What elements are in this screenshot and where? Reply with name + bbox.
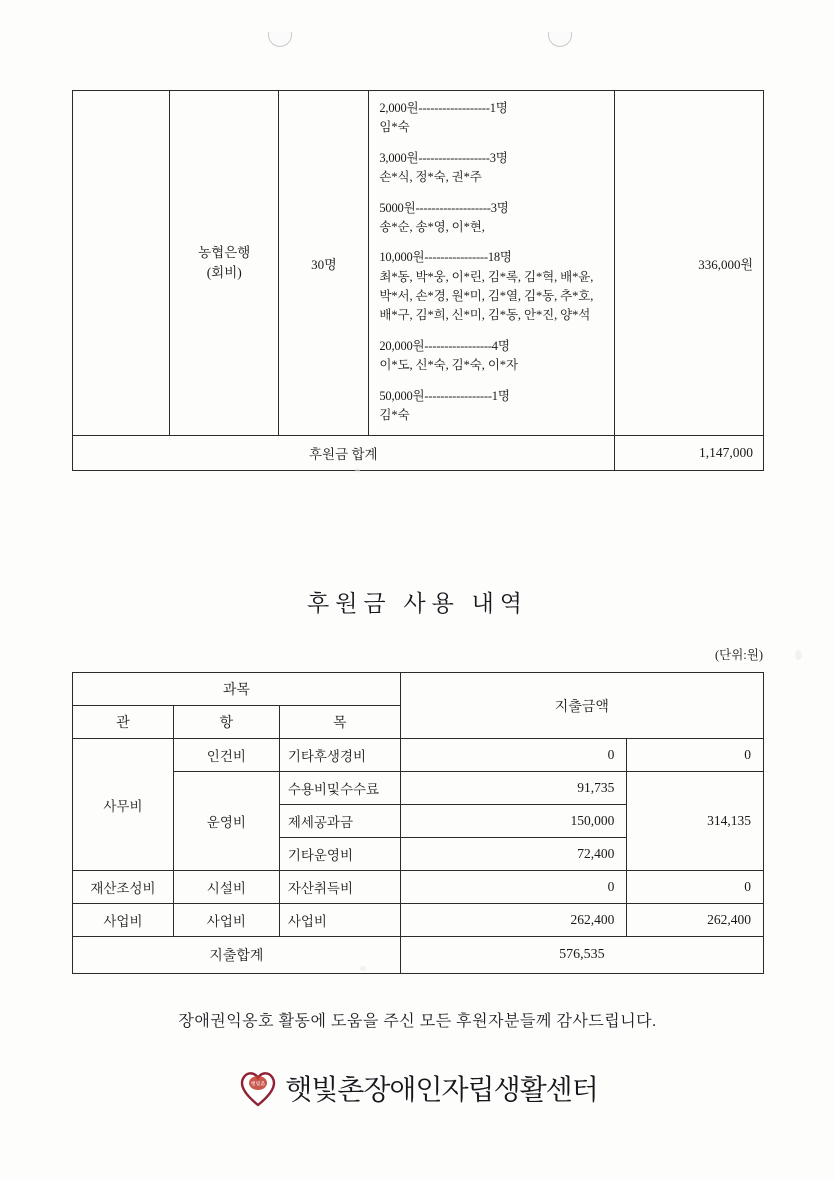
row-subtotal: 314,135 [627, 772, 764, 871]
table-row [73, 904, 764, 937]
detail-names: 최*동, 박*웅, 이*린, 김*록, 김*혁, 배*윤, 박*서, 손*경, 원*미, 김*열, 김*동, 추*호, 배*구, 김*희, 신*미, 김*동, 안*진, 양*석 [379, 269, 594, 323]
expenditure-total-label: 지출합계 [73, 937, 401, 974]
expenditure-total-row [73, 937, 764, 974]
detail-head: 5000원-------------------3명 [379, 200, 509, 215]
expenditure-total-amount: 576,535 [400, 937, 763, 974]
row-gwan: 재산조성비 [73, 871, 174, 904]
row-amount: 72,400 [400, 838, 627, 871]
scan-artifact [355, 468, 360, 473]
detail-head: 10,000원----------------18명 [379, 250, 512, 265]
detail-names: 임*숙 [379, 120, 410, 135]
row-gwan: 사업비 [73, 904, 174, 937]
row-amount: 262,400 [400, 904, 627, 937]
detail-head: 50,000원-----------------1명 [379, 388, 510, 403]
row-hang: 시설비 [173, 871, 279, 904]
table-row [73, 739, 764, 772]
table-row [73, 772, 764, 805]
row-subtotal: 0 [627, 739, 764, 772]
page-title: 후원금 사용 내역 [306, 591, 529, 616]
header-hang: 항 [173, 706, 279, 739]
donation-cell-blank [73, 91, 170, 436]
donation-table [72, 90, 764, 471]
bank-name-line2: (회비) [206, 265, 242, 281]
row-mok: 기타운영비 [279, 838, 400, 871]
donation-count-cell: 30명 [279, 91, 369, 436]
header-group-subject: 과목 [73, 673, 401, 706]
donation-detail-row [73, 91, 764, 436]
donation-total-row [73, 436, 764, 471]
row-amount: 91,735 [400, 772, 627, 805]
row-amount: 0 [400, 871, 627, 904]
donation-total-amount: 1,147,000 [614, 436, 763, 471]
row-hang: 사업비 [173, 904, 279, 937]
donation-detail-group [379, 248, 603, 326]
detail-names: 이*도, 신*숙, 김*숙, 이*자 [379, 358, 518, 373]
row-mok: 자산취득비 [279, 871, 400, 904]
organization-signature [0, 1068, 835, 1108]
expenditure-table [72, 672, 764, 974]
detail-head: 3,000원------------------3명 [379, 150, 508, 165]
row-hang: 운영비 [173, 772, 279, 871]
donation-detail-cell [369, 91, 614, 436]
unit-note: (단위:원) [714, 648, 763, 662]
donation-detail-group [379, 99, 603, 138]
row-mok: 제세공과금 [279, 805, 400, 838]
donation-total-label: 후원금 합계 [73, 436, 615, 471]
row-subtotal: 0 [627, 871, 764, 904]
expenditure-header-row-1 [73, 673, 764, 706]
detail-head: 2,000원------------------1명 [379, 101, 508, 115]
row-amount: 150,000 [400, 805, 627, 838]
header-amount: 지출금액 [400, 673, 763, 739]
donation-detail-group [379, 387, 603, 426]
donation-detail-group [379, 149, 603, 188]
header-gwan: 관 [73, 706, 174, 739]
thanks-message: 장애권익옹호 활동에 도움을 주신 모든 후원자분들께 감사드립니다. [178, 1013, 657, 1030]
detail-names: 송*순, 송*영, 이*현, [379, 219, 485, 234]
scan-artifact [795, 650, 802, 660]
svg-text:햇빛촌: 햇빛촌 [250, 1081, 266, 1088]
organization-name: 햇빛촌장애인자립생활센터 [285, 1075, 598, 1106]
row-mok: 수용비및수수료 [279, 772, 400, 805]
row-gwan: 사무비 [73, 739, 174, 871]
detail-names: 손*식, 정*숙, 권*주 [379, 170, 482, 185]
heart-logo-icon [237, 1068, 279, 1108]
donation-amount-cell: 336,000원 [614, 91, 763, 436]
punch-hole-left [268, 32, 292, 47]
row-subtotal: 262,400 [627, 904, 764, 937]
row-amount: 0 [400, 739, 627, 772]
scan-artifact [360, 966, 366, 971]
donation-detail-group [379, 199, 603, 238]
donation-bank-cell [170, 91, 279, 436]
table-row [73, 871, 764, 904]
detail-names: 김*숙 [379, 407, 410, 422]
detail-head: 20,000원-----------------4명 [379, 338, 510, 353]
header-mok: 목 [279, 706, 400, 739]
row-hang: 인건비 [173, 739, 279, 772]
bank-name-line1: 농협은행 [198, 244, 251, 260]
punch-hole-right [548, 32, 572, 47]
donation-detail-group [379, 337, 603, 376]
row-mok: 사업비 [279, 904, 400, 937]
row-mok: 기타후생경비 [279, 739, 400, 772]
